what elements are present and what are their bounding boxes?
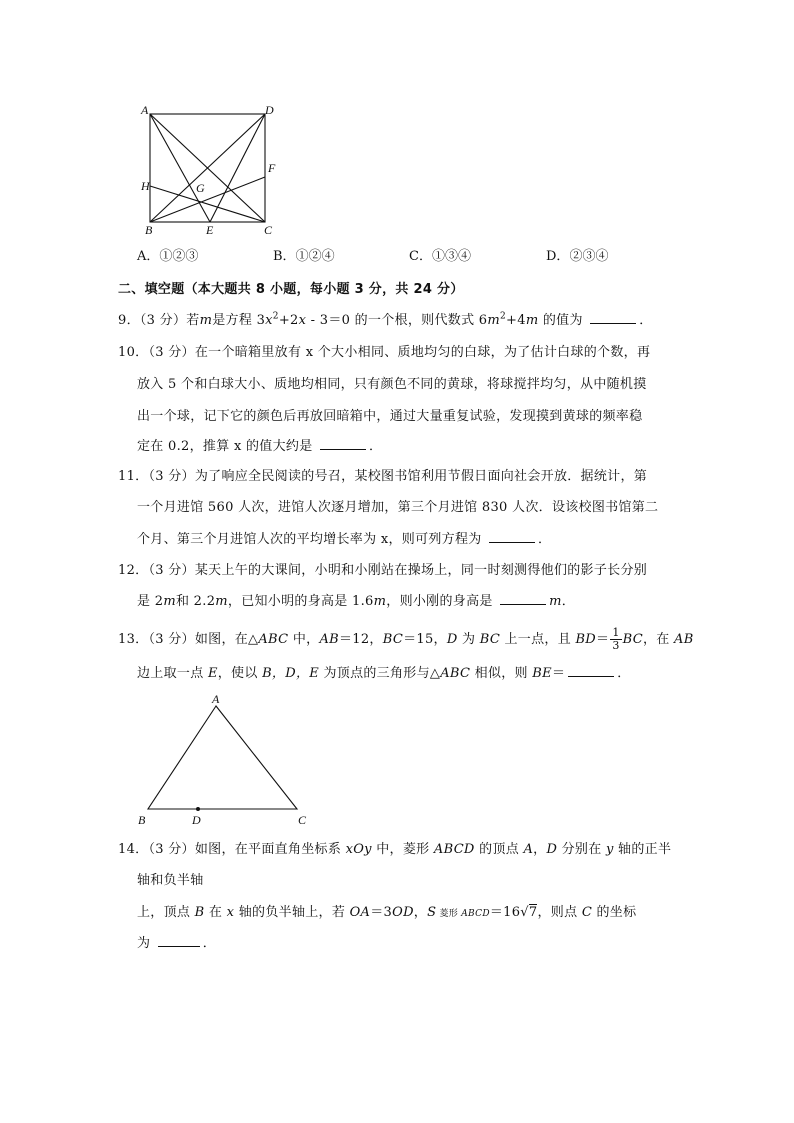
option-c[interactable]: C．①③④ (409, 249, 471, 264)
label-b: B (145, 223, 153, 237)
line-b-f (150, 177, 265, 222)
answer-blank[interactable] (568, 664, 614, 677)
question-12-line-1: 12．（3 分）某天上午的大课间，小明和小刚站在操场上，同一时刻测得他们的影子长分别 (118, 563, 648, 578)
option-a[interactable]: A．①②③ (137, 249, 199, 264)
question-13-line-1: 13．（3 分）如图，在△ABC 中，AB＝12，BC＝15，D 为 BC 上一点，且 BD＝ $\frac{1}{3}$ BC，在 AB (118, 626, 694, 652)
question-10-line-3: 出一个球，记下它的颜色后再放回暗箱中，通过大量重复试验，发现摸到黄球的频率稳 (137, 409, 643, 424)
answer-blank[interactable] (320, 437, 366, 450)
label-f: F (268, 161, 276, 175)
label-g: G (196, 181, 205, 195)
label-b: B (138, 813, 146, 827)
question-13-line-2: 边上取一点 E，使以 B，D，E 为顶点的三角形与△ABC 相似，则 BE＝ ． (137, 666, 631, 681)
question-12-line-2: 是 2m和 2.2m，已知小明的身高是 1.6m，则小刚的身高是 m． (137, 594, 576, 609)
question-10-line-4: 定在 0.2，推算 x 的值大约是 ． (137, 439, 383, 454)
sqrt-symbol: √ (520, 905, 529, 920)
option-d[interactable]: D．②③④ (546, 249, 609, 264)
answer-blank[interactable] (590, 311, 636, 324)
question-14-line-4: 为 ． (137, 936, 217, 951)
label-e: E (206, 223, 214, 237)
triangle-figure (130, 690, 320, 830)
question-11-line-3: 个月、第三个月进馆人次的平均增长率为 x，则可列方程为 ． (137, 532, 552, 547)
question-11-line-2: 一个月进馆 560 人次，进馆人次逐月增加，第三个月进馆 830 人次．设该校图书馆第二 (137, 500, 659, 515)
question-11-line-1: 11．（3 分）为了响应全民阅读的号召，某校图书馆利用节假日面向社会开放．据统计，第 (118, 469, 648, 484)
question-9: 9．（3 分）若m是方程 $3x^2+2x - 3=0$ 的一个根，则代数式 $6m^2+4m$ 的值为 ． (118, 311, 653, 328)
option-b[interactable]: B．①②④ (273, 249, 335, 264)
label-h: H (141, 179, 150, 193)
section-heading: 二、填空题（本大题共 8 小题，每小题 3 分，共 24 分） (118, 282, 464, 297)
answer-blank[interactable] (500, 592, 546, 605)
question-14-line-3: 上，顶点 B 在 x 轴的负半轴上，若 OA＝3OD，S 菱形 ABCD＝16√7，则点 C 的坐标 (137, 905, 637, 920)
label-c: C (298, 813, 307, 827)
line-d-e (210, 114, 265, 222)
question-14-line-2: 轴和负半轴 (137, 873, 204, 888)
label-c: C (264, 223, 273, 237)
label-d: D (192, 813, 201, 827)
question-10-line-1: 10．（3 分）在一个暗箱里放有 x 个大小相同、质地均匀的白球，为了估计白球的个数，再 (118, 345, 651, 360)
triangle-abc (148, 706, 297, 809)
question-14-line-1: 14．（3 分）如图，在平面直角坐标系 xOy 中，菱形 ABCD 的顶点 A，D 分别在 y 轴的正半 (118, 842, 672, 857)
answer-blank[interactable] (158, 934, 200, 947)
point-d (196, 807, 200, 811)
label-d: D (265, 103, 274, 117)
label-a: A (141, 103, 149, 117)
answer-blank[interactable] (489, 530, 535, 543)
line-a-e (150, 114, 210, 222)
square-figure (138, 100, 288, 240)
fraction-one-third: $\frac{1}{3}$ (612, 626, 620, 652)
question-10-line-2: 放入 5 个和白球大小、质地均相同，只有颜色不同的黄球，将球搅拌均匀，从中随机摸 (137, 377, 647, 392)
label-a: A (212, 692, 220, 706)
